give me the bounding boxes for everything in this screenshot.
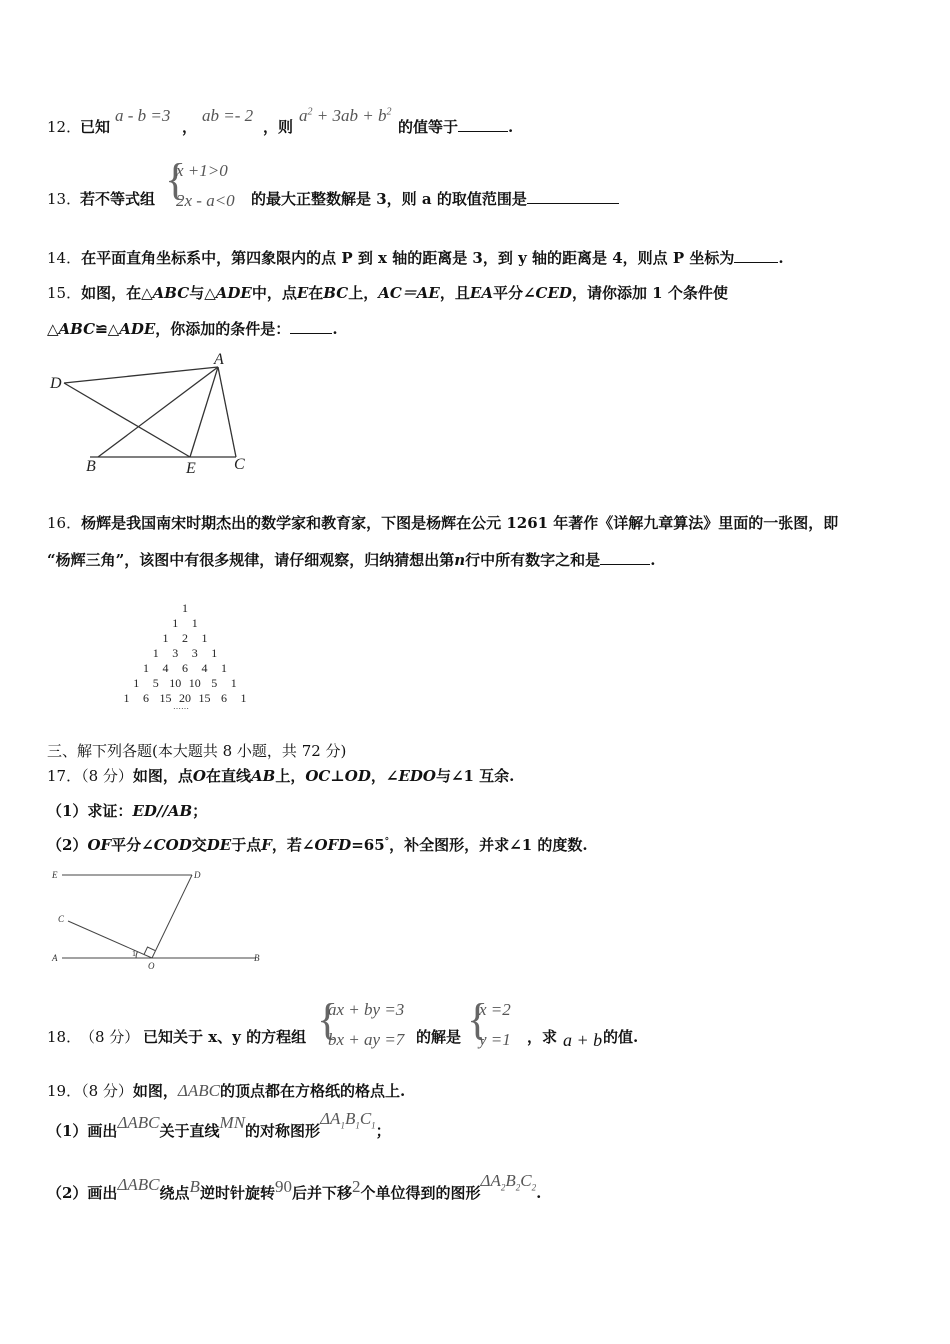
q18-a-plus-b: a + b xyxy=(563,1030,603,1050)
segment-DE xyxy=(64,383,190,457)
q18-brace-1: { xyxy=(317,995,339,1044)
q13-number: 13． xyxy=(47,190,82,208)
label-1: 1 xyxy=(132,949,136,958)
label-B: B xyxy=(254,953,260,963)
question-16-line-2: “杨辉三角”，该图中有很多规律，请仔细观察，归纳猜想出第n行中所有数字之和是 . xyxy=(47,551,656,569)
q12-comma: ， xyxy=(182,118,198,136)
triangle-number: 20 xyxy=(179,691,191,705)
triangle-number: 3 xyxy=(172,646,179,660)
q16-number: 16． xyxy=(47,514,82,532)
label-D: D xyxy=(50,375,62,392)
triangle-number: 1 xyxy=(240,691,247,705)
question-17: 17．（8 分）如图，点O在直线AB上，OC⊥OD，∠EDO与∠1 互余. xyxy=(47,767,515,785)
q15-number: 15． xyxy=(47,284,82,302)
yang-hui-triangle xyxy=(60,598,330,713)
question-18: 18． （8 分） 已知关于 x、y 的方程组 { ax + by =3 bx + ay =7 的解是 { x =2 y =1 ，求 a + b 的值. xyxy=(47,995,639,1050)
triangle-number: 10 xyxy=(169,676,182,690)
question-15-line-2: △ABC≌△ADE，你添加的条件是： . xyxy=(47,320,338,338)
q17-figure xyxy=(48,866,270,972)
triangle-number: 1 xyxy=(162,631,169,645)
section-3-heading: 三、解下列各题(本大题共 8 小题，共 72 分) xyxy=(47,742,347,760)
label-D: D xyxy=(194,870,201,880)
q12-math-2: ab =- 2 xyxy=(202,106,254,125)
q16-answer-blank xyxy=(600,550,650,565)
q18-eq-2: bx + ay =7 xyxy=(328,1030,405,1049)
q13-eq-2: 2x - a<0 xyxy=(176,191,235,210)
q13-text-1: 若不等式组 xyxy=(80,190,156,208)
triangle-number: 1 xyxy=(143,661,149,675)
q12-math-1: a - b =3 xyxy=(115,106,171,125)
question-17-part-1: （1）求证：ED//AB； xyxy=(47,802,208,820)
question-19-part-2: （2）画出ΔABC绕点B逆时针旋转90后并下移2个单位得到的图形$\Delta A_2B_2C_2$. xyxy=(47,1171,542,1202)
triangle-number: 4 xyxy=(201,661,208,675)
right-angle-mark xyxy=(144,947,155,955)
triangle-number: 1 xyxy=(152,646,159,660)
q12-text-3: 的值等于 . xyxy=(398,118,514,136)
triangle-number: 1 xyxy=(133,676,140,690)
triangle-number: 1 xyxy=(230,676,237,690)
triangle-number: 1 xyxy=(123,691,130,705)
triangle-number: 1 xyxy=(182,601,188,615)
label-C: C xyxy=(234,456,245,473)
question-16-line-1: 16．杨辉是我国南宋时期杰出的数学家和教育家，下图是杨辉在公元 1261 年著作《详解九章算法》里面的一张图，即 xyxy=(47,514,839,532)
segment-AC xyxy=(218,367,236,457)
label-A: A xyxy=(214,351,224,368)
segment-AE xyxy=(190,367,218,457)
q13-brace: { xyxy=(165,155,187,204)
segment-AB xyxy=(98,367,218,457)
q13-text-2: 的最大正整数解是 3，则 a 的取值范围是 xyxy=(251,188,619,209)
triangle-ellipsis: …… xyxy=(173,702,189,711)
angle-1-arc xyxy=(136,952,137,959)
triangle-number: 1 xyxy=(211,646,218,660)
triangle-number: 1 xyxy=(201,631,208,645)
question-19-part-1: （1）画出ΔABC关于直线MN的对称图形$\Delta A_1B_1C_1$； xyxy=(47,1109,391,1140)
segment-OC xyxy=(68,921,152,958)
q12-text-1: 已知 xyxy=(80,118,111,136)
triangle-number: 1 xyxy=(172,616,179,630)
triangle-number: 2 xyxy=(182,631,188,645)
triangle-number: 3 xyxy=(191,646,198,660)
q15-answer-blank xyxy=(290,319,332,334)
q13-eq-1: x +1>0 xyxy=(176,161,228,180)
triangle-number: 15 xyxy=(159,691,172,705)
question-13 xyxy=(47,155,667,218)
label-B: B xyxy=(86,458,96,475)
label-A: A xyxy=(52,953,58,963)
segment-DA xyxy=(64,367,218,383)
triangle-number: 15 xyxy=(198,691,211,705)
triangle-number: 5 xyxy=(152,676,159,690)
triangle-number: 1 xyxy=(221,661,227,675)
label-C: C xyxy=(58,914,65,924)
label-E: E xyxy=(186,460,196,477)
q18-sol-1: x =2 xyxy=(479,1000,511,1019)
q18-sol-2: y =1 xyxy=(479,1030,511,1049)
triangle-number: 6 xyxy=(221,691,227,705)
triangle-number: 6 xyxy=(182,661,188,675)
q12-text-2: ，则 xyxy=(263,118,294,136)
q18-brace-2: { xyxy=(467,995,489,1044)
triangle-number: 1 xyxy=(191,616,198,630)
triangle-number: 5 xyxy=(211,676,218,690)
triangle-number: 4 xyxy=(162,661,169,675)
question-14: 14．在平面直角坐标系中，第四象限内的点 P 到 x 轴的距离是 3，到 y 轴的距离是 4，则点 P 坐标为 . xyxy=(47,249,784,267)
q13-answer-blank xyxy=(527,189,619,204)
q15-figure xyxy=(40,345,260,480)
triangle-number: 10 xyxy=(188,676,201,690)
q14-text: 在平面直角坐标系中，第四象限内的点 P 到 x 轴的距离是 3，到 y 轴的距离是 4，则点 P 坐标为 xyxy=(81,249,735,267)
question-17-part-2: （2）OF平分∠COD交DE于点F，若∠OFD=65°，补全图形，并求∠1 的度数. xyxy=(47,836,588,854)
question-19: 19．（8 分）如图，ΔABC的顶点都在方格纸的格点上. xyxy=(47,1081,406,1100)
q12-math-3: $a^2 + 3ab + b^2$ xyxy=(299,106,392,125)
segment-OD xyxy=(152,875,192,958)
q14-number: 14． xyxy=(47,249,82,267)
q12-number: 12． xyxy=(47,118,82,136)
label-E: E xyxy=(52,870,58,880)
triangle-number: 6 xyxy=(143,691,149,705)
q18-eq-1: ax + by =3 xyxy=(328,1000,405,1019)
q12-answer-blank xyxy=(458,117,508,132)
label-O: O xyxy=(148,961,155,971)
q14-answer-blank xyxy=(734,248,778,263)
question-15-line-1: 15．如图，在△ABC与△ADE中，点E在BC上，AC＝AE，且EA平分∠CED，请你添加 1 个条件使 xyxy=(47,284,728,302)
